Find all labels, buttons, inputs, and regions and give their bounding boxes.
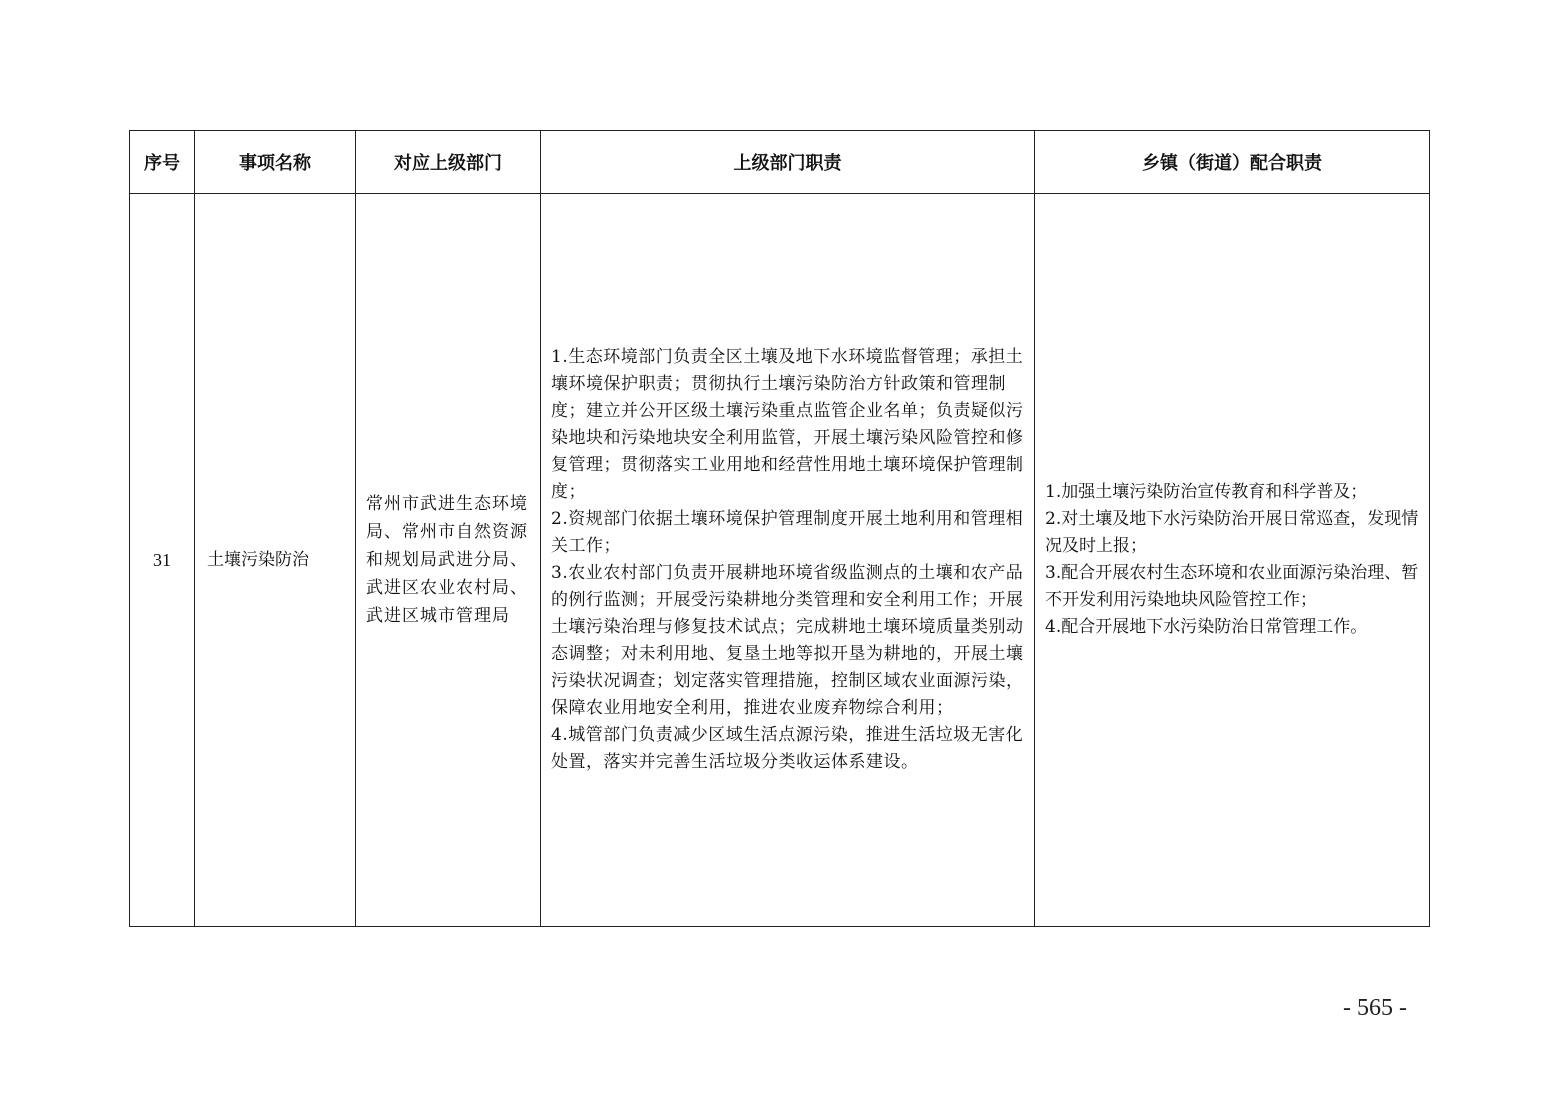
- table-header-row: [130, 131, 1430, 194]
- header-township-responsibilities: 乡镇（街道）配合职责: [1035, 131, 1430, 194]
- superior-responsibility-item: 2.资规部门依据土壤环境保护管理制度开展土地利用和管理相关工作；: [551, 509, 1024, 556]
- row-township-responsibilities: [1035, 194, 1430, 927]
- row-serial-number: 31: [130, 194, 195, 927]
- page-number: - 565 -: [1343, 995, 1407, 1021]
- row-item-name: 土壤污染防治: [195, 194, 356, 927]
- row-superior-department: 常州市武进生态环境局、常州市自然资源和规划局武进分局、武进区农业农村局、武进区城市管理局: [356, 194, 541, 927]
- row-superior-responsibilities: [541, 194, 1035, 927]
- header-superior-department: 对应上级部门: [356, 131, 541, 194]
- township-responsibility-item: 4.配合开展地下水污染防治日常管理工作。: [1045, 617, 1368, 637]
- township-responsibility-item: 3.配合开展农村生态环境和农业面源污染治理、暂不开发利用污染地块风险管控工作；: [1045, 563, 1419, 610]
- header-superior-responsibilities: 上级部门职责: [541, 131, 1035, 194]
- township-responsibility-item: 1.加强土壤污染防治宣传教育和科学普及；: [1045, 482, 1368, 502]
- responsibility-table: [129, 130, 1430, 927]
- header-item-name: 事项名称: [195, 131, 356, 194]
- superior-responsibility-item: 3.农业农村部门负责开展耕地环境省级监测点的土壤和农产品的例行监测；开展受污染耕地分类管理和安全利用工作；开展土壤污染治理与修复技术试点；完成耕地土壤环境质量类别动态调整；对未利用地、复垦土地等拟开垦为耕地的，开展土壤污染状况调查；划定落实管理措施，控制区域农业面源污染，保障农业用地安全利用，推进农业废弃物综合利用；: [551, 563, 1024, 718]
- township-responsibility-item: 2.对土壤及地下水污染防治开展日常巡查，发现情况及时上报；: [1045, 509, 1419, 556]
- table-row: [130, 194, 1430, 927]
- superior-responsibility-item: 4.城管部门负责减少区域生活点源污染，推进生活垃圾无害化处置，落实并完善生活垃圾分类收运体系建设。: [551, 725, 1024, 772]
- header-serial-number: 序号: [130, 131, 195, 194]
- superior-responsibility-item: 1.生态环境部门负责全区土壤及地下水环境监督管理；承担土壤环境保护职责；贯彻执行土壤污染防治方针政策和管理制度；建立并公开区级土壤污染重点监管企业名单；负责疑似污染地块和污染地块安全利用监管，开展土壤污染风险管控和修复管理；贯彻落实工业用地和经营性用地土壤环境保护管理制度；: [551, 347, 1024, 502]
